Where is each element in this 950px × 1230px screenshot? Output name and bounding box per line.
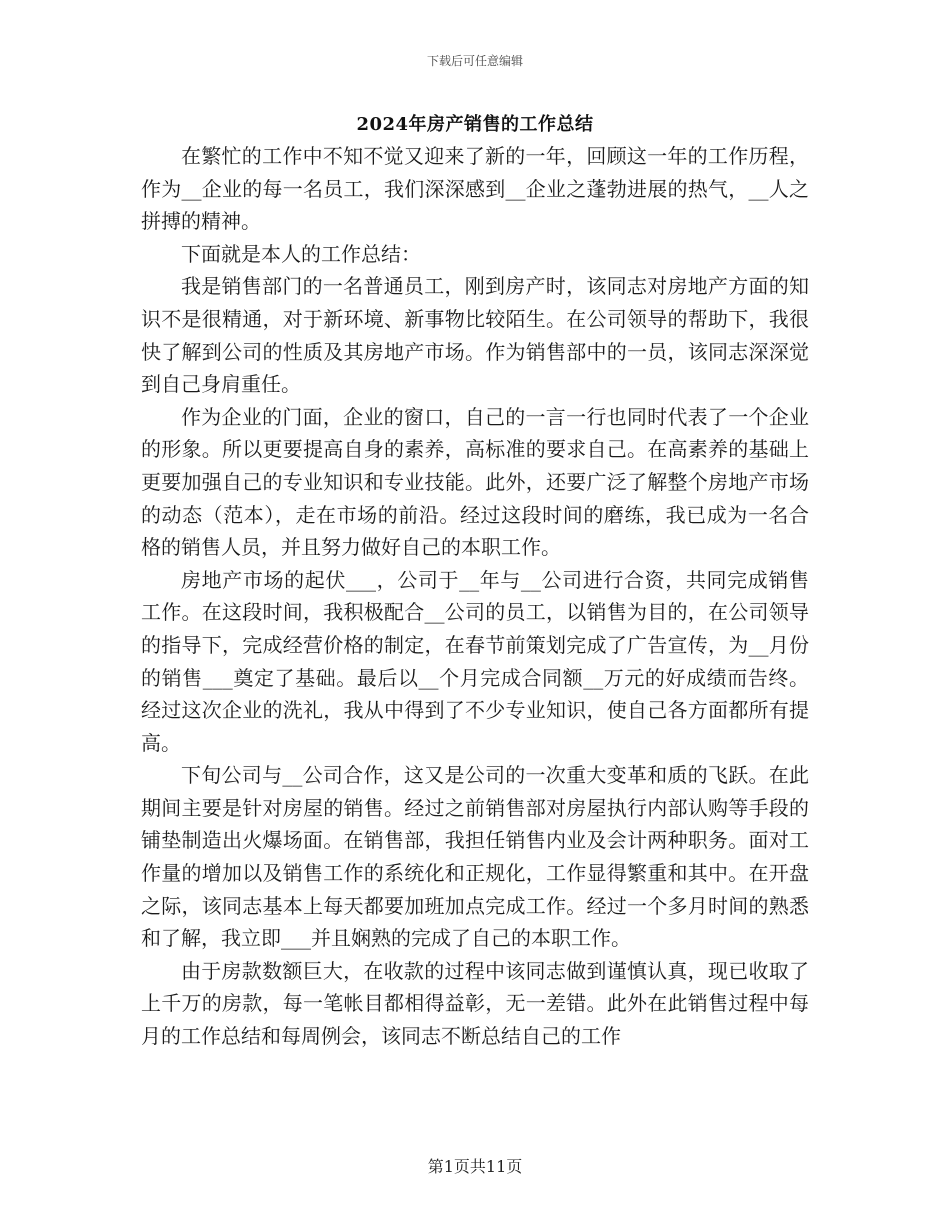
paragraph: 下旬公司与__公司合作，这又是公司的一次重大变革和质的飞跃。在此期间主要是针对房屋的销售。经过之前销售部对房屋执行内部认购等手段的铺垫制造出火爆场面。在销售部，我担任销售内业及会计两种职务。面对工作量的增加以及销售工作的系统化和正规化，工作显得繁重和其中。在开盘之际，该同志基本上每天都要加班加点完成工作。经过一个多月时间的熟悉和了解，我立即___并且娴熟的完成了自己的本职工作。: [141, 763, 809, 951]
paragraph: 房地产市场的起伏___，公司于__年与__公司进行合资，共同完成销售工作。在这段时间，我积极配合__公司的员工，以销售为目的，在公司领导的指导下，完成经营价格的制定，在春节前策划完成了广告宣传，为__月份的销售___奠定了基础。最后以__个月完成合同额__万元的好成绩而告终。经过这次企业的洗礼，我从中得到了不少专业知识，使自己各方面都所有提高。: [141, 567, 809, 755]
paragraph: 在繁忙的工作中不知不觉又迎来了新的一年，回顾这一年的工作历程，作为__企业的每一名员工，我们深深感到__企业之蓬勃进展的热气，__人之拼搏的精神。: [141, 144, 809, 234]
paragraph: 下面就是本人的工作总结：: [181, 241, 421, 266]
paragraph: 由于房款数额巨大，在收款的过程中该同志做到谨慎认真，现已收取了上千万的房款，每一笔帐目都相得益彰，无一差错。此外在此销售过程中每月的工作总结和每周例会，该同志不断总结自己的工作: [141, 958, 809, 1049]
document-body: [141, 140, 809, 1053]
document-title: 2024年房产销售的工作总结: [356, 114, 594, 135]
page-footer: 第1页共11页: [427, 1157, 523, 1176]
paragraph: 我是销售部门的一名普通员工，刚到房产时，该同志对房地产方面的知识不是很精通，对于新环境、新事物比较陌生。在公司领导的帮助下，我很快了解到公司的性质及其房地产市场。作为销售部中的一员，该同志深深觉到自己身肩重任。: [141, 274, 809, 397]
paragraph: 作为企业的门面，企业的窗口，自己的一言一行也同时代表了一个企业的形象。所以更要提高自身的素养，高标准的要求自己。在高素养的基础上更要加强自己的专业知识和专业技能。此外，还要广泛了解整个房地产市场的动态（范本），走在市场的前沿。经过这段时间的磨练，我已成为一名合格的销售人员，并且努力做好自己的本职工作。: [141, 404, 809, 560]
header-note: 下载后可任意编辑: [426, 54, 523, 68]
